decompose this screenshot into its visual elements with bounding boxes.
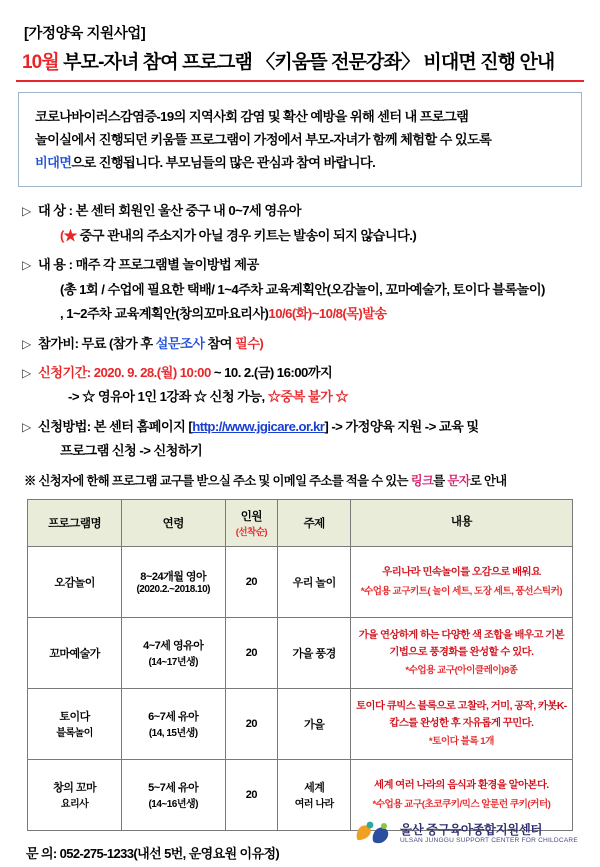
info-content-sub-2 xyxy=(60,304,584,324)
link-note-b: 를 xyxy=(433,473,448,488)
triangle-bullet-icon: ▷ xyxy=(22,258,31,273)
info-row-target xyxy=(22,201,584,246)
info-period-note-red: ☆중복 불가 ☆ xyxy=(264,389,349,405)
cell-topic-sub: 여러 나라 xyxy=(294,799,334,811)
info-period-note-text: -> ☆ 영유아 1인 1강좌 ☆ 신청 가능, xyxy=(68,389,265,405)
cell-desc xyxy=(351,617,572,688)
cell-age-main: 4~7세 영유아 xyxy=(143,640,204,653)
info-row-content xyxy=(22,255,584,324)
title-divider xyxy=(16,80,584,82)
cell-topic: 가을 xyxy=(278,688,351,759)
cell-name xyxy=(28,759,122,830)
cell-age-sub: (14~17년생) xyxy=(148,657,199,669)
cell-age-main: 5~7세 유아 xyxy=(148,782,199,795)
contact-line: 문 의: 052-275-1233(내선 5번, 운영요원 이유정) xyxy=(26,845,280,861)
cell-age-sub: (14~16년생) xyxy=(148,799,199,811)
info-period-body xyxy=(38,363,584,408)
cell-age-main: 8~24개월 영아 xyxy=(140,571,207,584)
info-fee-text-2: 참여 xyxy=(204,335,236,351)
center-homepage-link[interactable]: http://www.jgicare.or.kr xyxy=(192,418,325,434)
cell-capacity: 20 xyxy=(225,546,278,617)
table-row xyxy=(28,546,572,617)
info-period-start: 2020. 9. 28.(월) 10:00 xyxy=(90,365,211,380)
info-row-period xyxy=(22,363,584,408)
cell-topic: 우리 놀이 xyxy=(278,546,351,617)
center-logo-mark-icon xyxy=(353,819,393,849)
triangle-bullet-icon: ▷ xyxy=(22,366,31,380)
cell-age-main: 6~7세 유아 xyxy=(148,711,199,724)
cell-age xyxy=(121,546,225,617)
table-header-row xyxy=(28,499,572,546)
intro-line-3 xyxy=(35,151,567,174)
cell-name-sub: 블록놀이 xyxy=(56,728,93,740)
col-header-topic: 주제 xyxy=(278,499,351,546)
star-icon: (★ xyxy=(60,227,77,243)
cell-desc-materials: *수업용 교구(아이클레이)8종 xyxy=(405,665,518,677)
triangle-bullet-icon: ▷ xyxy=(22,336,31,351)
cell-age xyxy=(121,617,225,688)
link-note-c: 로 안내 xyxy=(469,473,507,488)
cell-age-sub: (2020.2.~2018.10) xyxy=(136,584,210,596)
cell-capacity: 20 xyxy=(225,688,278,759)
cell-desc-materials: *토이다 블록 1개 xyxy=(428,736,494,748)
col-header-capacity-main: 인원 xyxy=(240,510,262,523)
intro-line-3-rest: 으로 진행됩니다. 부모님들의 많은 관심과 참여 바랍니다. xyxy=(71,155,376,171)
link-note xyxy=(24,471,584,489)
center-logo-text xyxy=(400,823,578,845)
page-title xyxy=(22,47,584,74)
center-name-kr: 울산 중구육아종합지원센터 xyxy=(400,823,542,838)
cell-topic: 가을 풍경 xyxy=(278,617,351,688)
table-row xyxy=(28,617,572,688)
title-month: 10월 xyxy=(22,52,59,73)
info-row-apply xyxy=(22,417,584,462)
info-content-sub-1: (총 1회 / 수업에 필요한 택배/ 1~4주차 교육계획안(오감놀이, 꼬마예술가, 토이다 블록놀이) xyxy=(60,281,545,297)
title-rest: 부모-자녀 참여 프로그램 〈키움뜰 전문강좌〉 비대면 진행 안내 xyxy=(58,52,555,73)
info-target-label: 대 상 : xyxy=(38,203,73,219)
center-logo xyxy=(353,819,578,849)
cell-name: 꼬마예술가 xyxy=(28,617,122,688)
info-fee-survey: 설문조사 xyxy=(155,335,205,351)
program-table-body xyxy=(28,546,572,830)
cell-capacity: 20 xyxy=(225,617,278,688)
cell-desc xyxy=(351,688,572,759)
info-apply-text: 본 센터 홈페이지 [ xyxy=(90,418,193,434)
cell-name: 오감놀이 xyxy=(28,546,122,617)
info-content-label: 내 용 : xyxy=(38,257,73,273)
col-header-capacity xyxy=(225,499,278,546)
col-header-desc: 내용 xyxy=(351,499,572,546)
center-name-en: ULSAN JUNGGU SUPPORT CENTER FOR CHILDCARE xyxy=(400,837,578,845)
cell-desc xyxy=(351,546,572,617)
info-fee-required: 필수) xyxy=(235,335,264,351)
cell-age xyxy=(121,688,225,759)
cell-topic xyxy=(278,759,351,830)
info-list xyxy=(22,201,584,462)
info-apply-label: 신청방법: xyxy=(38,418,91,434)
cell-topic-main: 세계 xyxy=(304,782,325,795)
info-content-ship-date: 10/6(화)~10/8(목)발송 xyxy=(268,306,387,322)
info-period-note xyxy=(68,387,584,407)
table-row xyxy=(28,688,572,759)
info-row-fee xyxy=(22,334,584,354)
cell-capacity: 20 xyxy=(225,759,278,830)
cell-desc-text: 토이다 큐빅스 블록으로 고찰라, 거미, 공작, 카봇K-캅스를 완성한 후 자유롭게 꾸민다. xyxy=(356,701,567,729)
intro-line-1: 코로나바이러스감염증-19의 지역사회 감염 및 확산 예방을 위해 센터 내 프로그램 xyxy=(35,109,469,124)
bracket-title: [가정양육 지원사업] xyxy=(24,26,146,42)
cell-name-main: 토이다 xyxy=(59,711,90,724)
intro-box xyxy=(18,92,582,187)
info-apply-sub: 프로그램 신청 -> 신청하기 xyxy=(60,443,203,459)
cell-desc-text: 가을 연상하게 하는 다양한 색 조합을 배우고 기본 기법으로 풍경화를 완성할 수 있다. xyxy=(358,630,565,658)
info-period-end: ~ 10. 2.(금) 16:00까지 xyxy=(210,365,333,380)
info-fee-body xyxy=(38,334,584,354)
info-content-text: 매주 각 프로그램별 놀이방법 제공 xyxy=(72,257,259,273)
info-fee-text: 무료 (참가 후 xyxy=(78,335,156,351)
info-content-body xyxy=(38,255,584,324)
col-header-name: 프로그램명 xyxy=(28,499,122,546)
info-target-note-text: 중구 관내의 주소지가 아닐 경우 키트는 발송이 되지 않습니다.) xyxy=(76,227,417,243)
program-table xyxy=(27,499,572,831)
info-content-sub-2-text: , 1~2주차 교육계획안(창의꼬마요리사) xyxy=(60,306,269,322)
link-note-a: ※ 신청자에 한해 프로그램 교구를 받으실 주소 및 이메일 주소를 적을 수 있는 xyxy=(24,473,411,488)
cell-name-sub: 요리사 xyxy=(60,799,89,811)
cell-age-sub: (14, 15년생) xyxy=(148,728,198,740)
col-header-age: 연령 xyxy=(121,499,225,546)
link-note-link: 링크 xyxy=(410,473,434,488)
intro-line-2: 놀이실에서 진행되던 키움뜰 프로그램이 가정에서 부모-자녀가 함께 체험할 수 있도록 xyxy=(35,132,492,148)
link-note-sms: 문자 xyxy=(447,473,470,488)
info-target-body xyxy=(38,201,584,246)
info-target-text: 본 센터 회원인 울산 중구 내 0~7세 영유아 xyxy=(72,203,301,219)
col-header-capacity-sub: (선착순) xyxy=(235,526,268,538)
program-table-head xyxy=(28,499,572,546)
triangle-bullet-icon: ▷ xyxy=(22,419,31,434)
info-period-label: 신청기간: xyxy=(38,365,91,380)
triangle-bullet-icon: ▷ xyxy=(22,204,31,219)
cell-desc-text: 세계 여러 나라의 음식과 환경을 알아본다. xyxy=(374,780,549,792)
cell-desc-materials: *수업용 교구(초코쿠키/믹스 알룬런 쿠키(커터) xyxy=(372,798,551,810)
cell-desc-materials: *수업용 교구키트( 놀이 세트, 도장 세트, 풍선스틱커) xyxy=(360,585,563,597)
cell-desc-text: 우리나라 민속놀이를 오감으로 배워요 xyxy=(382,567,541,579)
intro-highlight: 비대면 xyxy=(35,155,72,171)
cell-age xyxy=(121,759,225,830)
info-apply-text-2: ] -> 가정양육 지원 -> 교육 및 xyxy=(324,418,479,434)
info-fee-label: 참가비: xyxy=(38,335,79,351)
cell-name-main: 창의 꼬마 xyxy=(53,782,97,795)
info-target-note xyxy=(60,226,584,246)
info-apply-body xyxy=(38,417,584,462)
cell-name xyxy=(28,688,122,759)
